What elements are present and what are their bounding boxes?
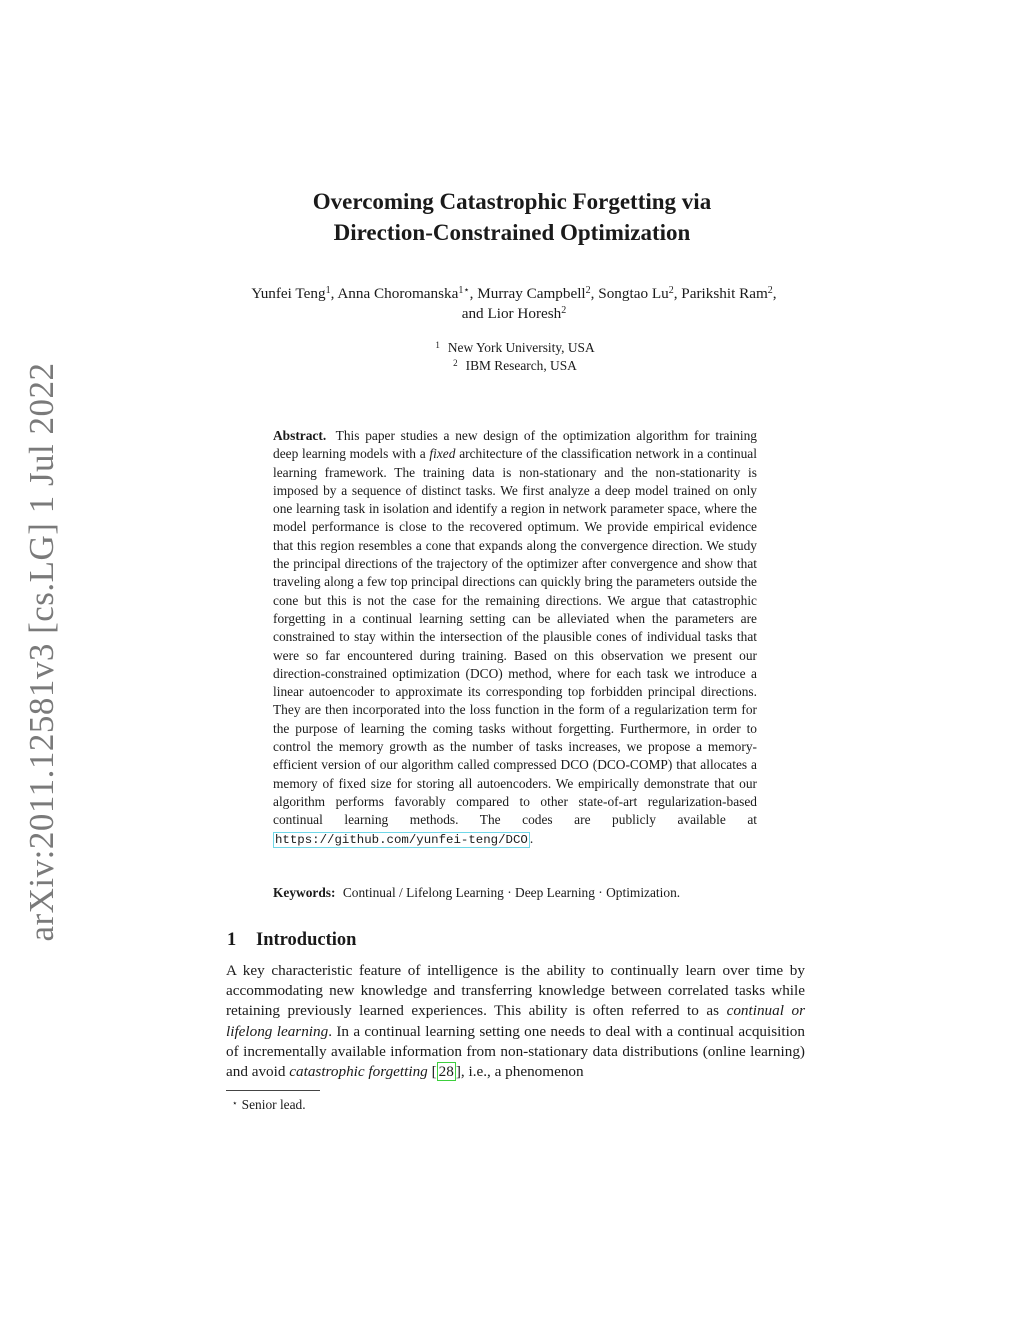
author-affiliation-mark: 1 <box>325 285 331 296</box>
author-name: Parikshit Ram <box>681 285 768 302</box>
section-number: 1 <box>227 930 237 950</box>
author-affiliation-mark: 2 <box>767 285 773 296</box>
author-name: Songtao Lu <box>598 285 669 302</box>
keywords-label: Keywords: <box>273 885 336 900</box>
abstract: Abstract. This paper studies a new design of the optimization algorithm for training deep learning models with a fixed architecture of the classification network in a continual learning framework. The training data is non-stationary and the non-stationarity is imposed by a sequence of distinct tasks. We first analyze a deep model trained on only one learning task in isolation and identify a region in network parameter space, where the model performance is close to the recovered optimum. We provide empirical evidence that this region resembles a cone that expands along the convergence direction. We study the principal directions of the trajectory of the optimizer after convergence and show that traveling along a few top principal directions can quickly bring the parameters outside the cone but this is not the case for the remaining directions. We argue that catastrophic forgetting in a continual learning setting can be alleviated when the parameters are constrained to stay within the intersection of the plausible cones of individual tasks that were so far encountered during training. Based on this observation we present our direction-constrained optimization (DCO) method, where for each task we introduce a linear autoencoder to approximate its corresponding top forbidden principal directions. They are then incorporated into the loss function in the form of a regularization term for the purpose of learning the coming tasks without forgetting. Furthermore, in order to control the memory growth as the number of tasks increases, we propose a memory-efficient version of our algorithm called compressed DCO (DCO-COMP) that allocates a memory of fixed size for storing all autoencoders. We empirically demonstrate that our algorithm performs favorably compared to other state-of-art regularization-based continual learning methods. The codes are publicly available at https://github.com/yunfei-teng/DCO . <box>273 428 758 847</box>
author-name: Lior Horesh <box>487 305 562 322</box>
author-conjunction: and <box>461 305 484 322</box>
affiliation-item: $^2$ IBM Research, USA <box>453 358 577 373</box>
author-name: Yunfei Teng <box>251 285 326 302</box>
footnote-mark: ⋆ <box>232 1098 238 1108</box>
citation-link[interactable]: 28 <box>438 1063 454 1081</box>
affiliation-list <box>0 339 1024 375</box>
arxiv-identifier-stamp: arXiv:2011.12581v3 [cs.LG] 1 Jul 2022 <box>22 362 61 942</box>
section-heading <box>227 930 356 951</box>
footnote <box>232 1096 306 1114</box>
affiliation-item: $^1$ New York University, USA <box>435 340 595 355</box>
author-name: Anna Choromanska <box>337 285 459 302</box>
section-title: Introduction <box>256 930 357 950</box>
author-affiliation-mark: 1⋆ <box>458 285 470 296</box>
footnote-text: Senior lead. <box>241 1097 306 1112</box>
intro-paragraph: A key characteristic feature of intelligence is the ability to continually learn over time by accommodating new knowledge and transferring knowledge between correlated tasks while retaining previously learned experiences. This ability is often referred to as continual or lifelong learning. In a continual learning setting one needs to deal with a continual acquisition of incrementally available information from non-stationary data distributions (online learning) and avoid catastrophic forgetting [ 28 ], i.e., a phenomenon <box>226 962 806 1081</box>
keywords-text: Continual / Lifelong Learning · Deep Learning · Optimization. <box>342 885 681 900</box>
intro-emphasis: catastrophic forgetting <box>289 1063 428 1081</box>
paper-title <box>0 186 1024 248</box>
title-line-1: Overcoming Catastrophic Forgetting via <box>312 189 712 214</box>
intro-emphasis: continual or lifelong learning <box>226 1002 806 1040</box>
footnote-rule <box>226 1090 320 1091</box>
author-list: Yunfei Teng$^1$, Anna Choromanska$^{1⋆}$, Murray Campbell$^2$, Songtao Lu$^2$, Parikshit Ram$^2$, and Lior Horesh$^2$ <box>251 285 777 322</box>
author-affiliation-mark: 2 <box>668 285 674 296</box>
author-affiliation-mark: 2 <box>585 285 591 296</box>
keywords <box>273 884 757 902</box>
author-name: Murray Campbell <box>477 285 586 302</box>
abstract-emphasis: fixed <box>429 446 456 462</box>
abstract-label: Abstract. <box>273 428 327 443</box>
author-affiliation-mark: 2 <box>561 305 567 316</box>
title-line-2: Direction-Constrained Optimization <box>333 220 691 245</box>
code-repository-link[interactable]: https://github.com/yunfei-teng/DCO <box>275 832 528 847</box>
